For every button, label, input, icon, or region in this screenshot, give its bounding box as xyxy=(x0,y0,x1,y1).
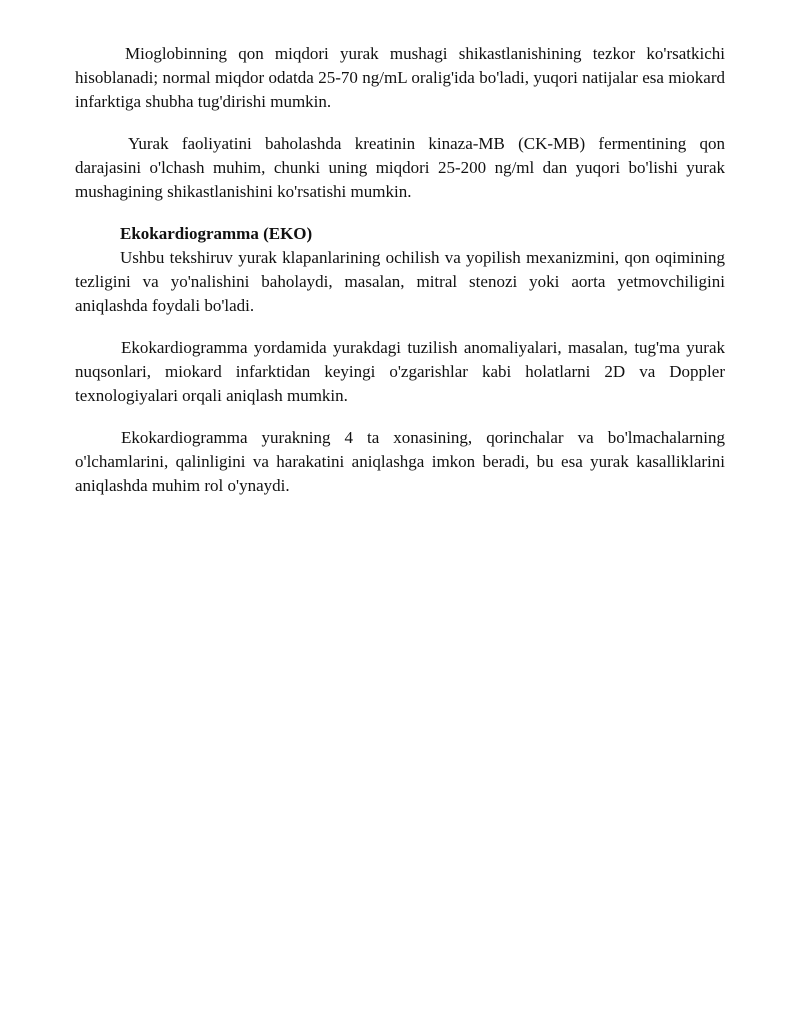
paragraph-myoglobin: Mioglobinning qon miqdori yurak mushagi shikastlanishining tezkor ko'rsatkichi hisoblanadi; normal miqdor odatda 25-70 ng/mL oralig'ida bo'ladi, yuqori natijalar esa miokard infarktiga shubha tug'dirishi mumkin. xyxy=(75,44,725,111)
paragraph-ck-mb: Yurak faoliyatini baholashda kreatinin kinaza-MB (CK-MB) fermentining qon darajasini o'lchash muhim, chunki uning miqdori 25-200 ng/ml dan yuqori bo'lishi yurak mushagining shikastlanishini ko'rsatishi mumkin. xyxy=(75,134,725,201)
paragraph-eko-anomalies: Ekokardiogramma yordamida yurakdagi tuzilish anomaliyalari, masalan, tug'ma yurak nuqsonlari, miokard infarktidan keyingi o'zgarishlar kabi holatlarni 2D va Doppler texnologiyalari orqali aniqlash mumkin. xyxy=(75,338,725,405)
paragraph-eko-chambers: Ekokardiogramma yurakning 4 ta xonasining, qorinchalar va bo'lmachalarning o'lchamlarini, qalinligini va harakatini aniqlashga imkon beradi, bu esa yurak kasalliklarini aniqlashda muhim rol o'ynaydi. xyxy=(75,428,725,495)
section-heading-eko: Ekokardiogramma (EKO) xyxy=(120,224,313,243)
paragraph-eko-valves: Ushbu tekshiruv yurak klapanlarining ochilish va yopilish mexanizmini, qon oqimining tezligini va yo'nalishini baholaydi, masalan, mitral stenozi yoki aorta yetmovchiligini aniqlashda foydali bo'ladi. xyxy=(75,248,725,315)
document-body xyxy=(75,42,725,516)
